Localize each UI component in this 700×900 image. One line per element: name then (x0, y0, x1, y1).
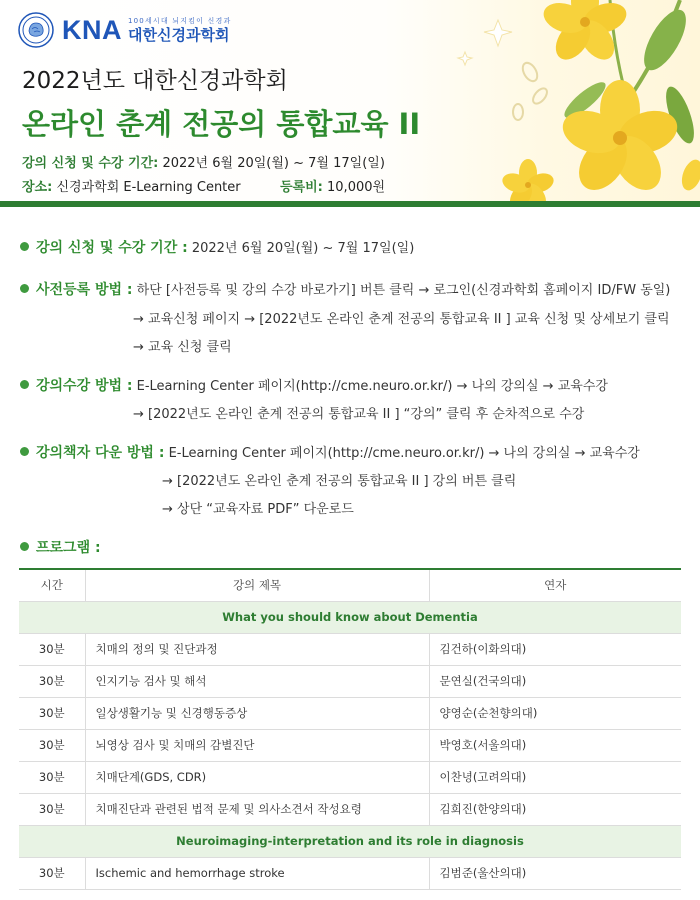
bullet-icon (20, 447, 29, 456)
bullet-icon (20, 542, 29, 551)
cell-time: 30분 (19, 633, 85, 665)
info-prereg-line1: 하단 [사전등록 및 강의 수강 바로가기] 버튼 클릭 → 로그인(신경과학회 홈페이지 ID/FW 동일) (136, 283, 671, 298)
logo-text-group (128, 18, 231, 43)
info-period-label: 강의 신청 및 수강 기간 : (36, 240, 188, 256)
header-place-value: 신경과학회 E-Learning Center (56, 180, 241, 195)
cell-speaker: 김건하(이화의대) (429, 633, 681, 665)
bullet-icon (20, 284, 29, 293)
section-title: What you should know about Dementia (19, 601, 681, 633)
cell-title: 치매진단과 관련된 법적 문제 및 의사소견서 작성요령 (85, 793, 429, 825)
cell-title: 뇌영상 검사 및 치매의 감별진단 (85, 729, 429, 761)
info-attendance (20, 375, 608, 395)
event-title: 2022년도 대한신경과학회 (22, 68, 288, 94)
header-period-label: 강의 신청 및 수강 기간: (22, 156, 159, 171)
info-download-line3: → 상단 “교육자료 PDF” 다운로드 (162, 502, 354, 517)
info-attendance-label: 강의수강 방법 : (36, 378, 133, 394)
table-row (19, 633, 681, 665)
header-title: 강의 제목 (85, 569, 429, 601)
table-row (19, 665, 681, 697)
info-download (20, 442, 640, 462)
bullet-icon (20, 380, 29, 389)
section-title: Neuroimaging-interpretation and its role in diagnosis (19, 825, 681, 857)
table-row (19, 793, 681, 825)
header-time: 시간 (19, 569, 85, 601)
header-fee-value: 10,000원 (327, 180, 386, 195)
header-period (22, 152, 385, 171)
cell-speaker: 박영호(서울의대) (429, 729, 681, 761)
info-preregistration (20, 279, 670, 299)
info-period (20, 237, 414, 257)
cell-title: Ischemic and hemorrhage stroke (85, 857, 429, 889)
cell-speaker: 김범준(울산의대) (429, 857, 681, 889)
cell-time: 30분 (19, 697, 85, 729)
cell-title: 치매단계(GDS, CDR) (85, 761, 429, 793)
header-fee (280, 176, 385, 195)
header-fee-label: 등록비: (280, 180, 323, 195)
section-row (19, 825, 681, 857)
cell-time: 30분 (19, 729, 85, 761)
info-attendance-line1: E-Learning Center 페이지(http://cme.neuro.or.kr/) → 나의 강의실 → 교육수강 (136, 379, 608, 394)
info-program-label: 프로그램 : (36, 540, 101, 556)
logo-abbreviation: KNA (62, 15, 122, 45)
cell-title: 치매의 정의 및 진단과정 (85, 633, 429, 665)
cell-title: 인지기능 검사 및 해석 (85, 665, 429, 697)
info-prereg-line3: → 교육 신청 클릭 (133, 340, 232, 355)
bullet-icon (20, 242, 29, 251)
cell-time: 30분 (19, 857, 85, 889)
section-row (19, 601, 681, 633)
cell-speaker: 이찬녕(고려의대) (429, 761, 681, 793)
cell-time: 30분 (19, 665, 85, 697)
society-seal-icon (18, 12, 54, 48)
header-period-value: 2022년 6월 20일(월) ~ 7월 17일(일) (162, 156, 385, 171)
info-download-line2: → [2022년도 온라인 춘계 전공의 통합교육 II ] 강의 버튼 클릭 (162, 474, 517, 489)
cell-speaker: 양영순(순천향의대) (429, 697, 681, 729)
table-row (19, 857, 681, 889)
cell-time: 30분 (19, 761, 85, 793)
header-banner (0, 0, 700, 207)
table-row (19, 761, 681, 793)
event-subtitle: 온라인 춘계 전공의 통합교육 II (22, 107, 421, 141)
header-place (22, 176, 241, 195)
cell-speaker: 문연실(건국의대) (429, 665, 681, 697)
info-download-line1: E-Learning Center 페이지(http://cme.neuro.or.kr/) → 나의 강의실 → 교육수강 (168, 446, 640, 461)
info-prereg-line2: → 교육신청 페이지 → [2022년도 온라인 춘계 전공의 통합교육 II ] 교육 신청 및 상세보기 클릭 (133, 312, 670, 327)
header-place-label: 장소: (22, 180, 53, 195)
header-speaker: 연자 (429, 569, 681, 601)
table-header-row (19, 569, 681, 601)
info-download-label: 강의책자 다운 방법 : (36, 445, 165, 461)
forsythia-flowers-decoration (380, 0, 700, 201)
info-period-value: 2022년 6월 20일(월) ~ 7월 17일(일) (191, 241, 415, 256)
program-table (19, 568, 681, 890)
cell-time: 30분 (19, 793, 85, 825)
table-row (19, 729, 681, 761)
header-divider (0, 201, 700, 207)
info-prereg-label: 사전등록 방법 : (36, 282, 133, 298)
kna-logo[interactable] (18, 12, 231, 48)
logo-name: 대한신경과학회 (128, 25, 230, 44)
info-attendance-line2: → [2022년도 온라인 춘계 전공의 통합교육 II ] “강의” 클릭 후 순차적으로 수강 (133, 407, 585, 422)
table-row (19, 697, 681, 729)
logo-slogan: 100세시대 뇌지킴이 신경과 (128, 16, 232, 25)
info-program (20, 537, 101, 557)
cell-speaker: 김희진(한양의대) (429, 793, 681, 825)
cell-title: 일상생활기능 및 신경행동증상 (85, 697, 429, 729)
